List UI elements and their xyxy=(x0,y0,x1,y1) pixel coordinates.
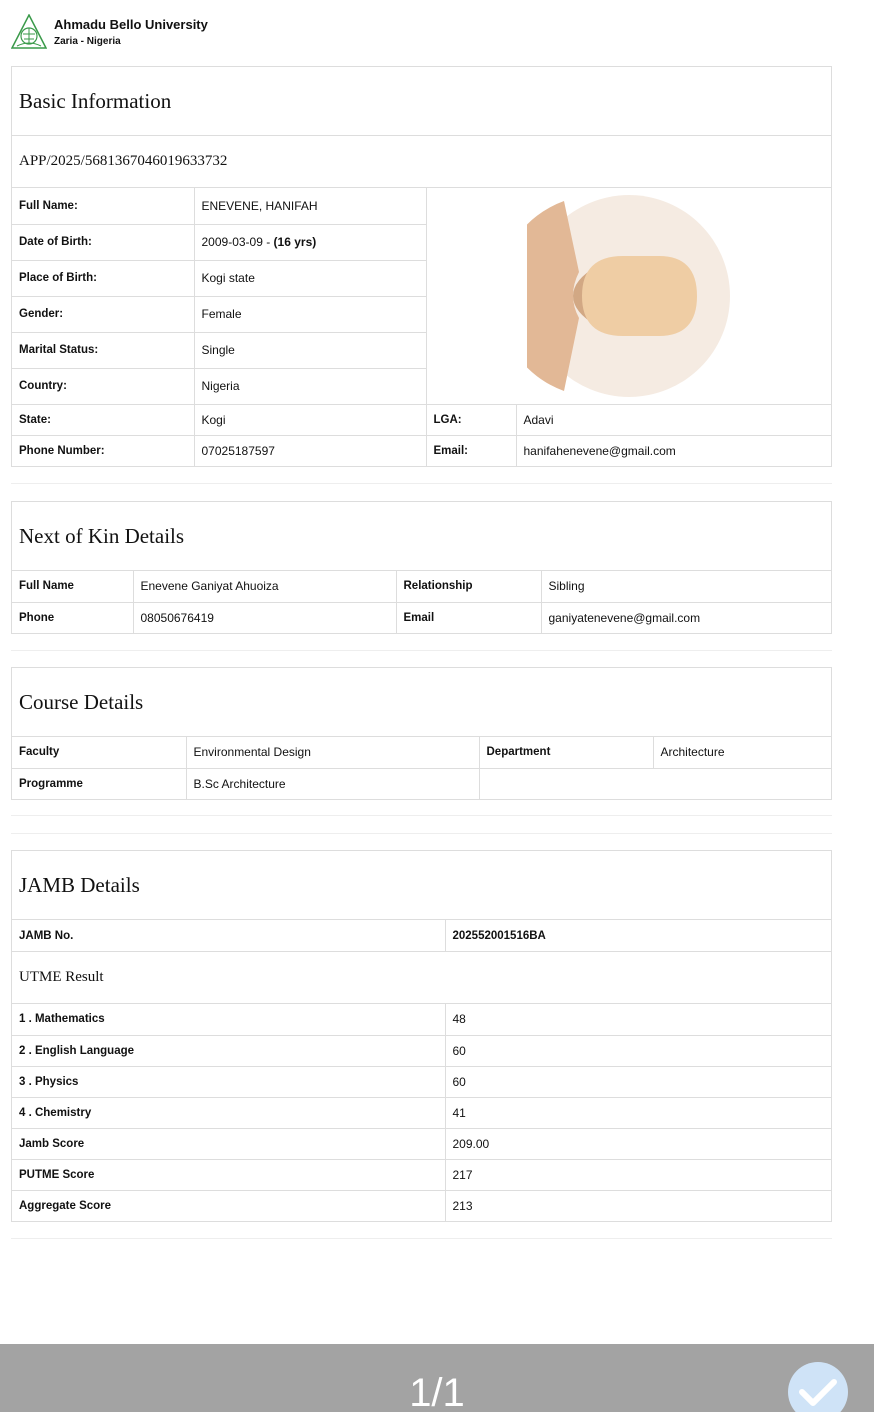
department-value: Architecture xyxy=(653,737,831,768)
table-row xyxy=(12,1190,831,1221)
department-label: Department xyxy=(479,737,653,768)
section-title: Next of Kin Details xyxy=(12,502,831,571)
section-title: JAMB Details xyxy=(12,851,831,920)
subject-score: 41 xyxy=(445,1097,831,1128)
confirm-button[interactable] xyxy=(788,1362,848,1412)
subject-score: 60 xyxy=(445,1066,831,1097)
kin-name-value: Enevene Ganiyat Ahuoiza xyxy=(133,571,396,602)
jamb-score-value: 209.00 xyxy=(445,1128,831,1159)
divider xyxy=(11,483,832,484)
avatar-placeholder-icon xyxy=(527,194,731,398)
kin-phone-value: 08050676419 xyxy=(133,602,396,633)
jamb-score-label: Jamb Score xyxy=(12,1128,445,1159)
lga-label: LGA: xyxy=(426,404,516,435)
country-value: Nigeria xyxy=(194,368,426,404)
next-of-kin-section xyxy=(11,501,832,634)
marital-status-value: Single xyxy=(194,332,426,368)
university-crest-icon xyxy=(11,14,47,50)
passport-photo xyxy=(426,188,831,404)
page-header xyxy=(11,12,208,52)
lga-value: Adavi xyxy=(516,404,831,435)
phone-label: Phone Number: xyxy=(12,435,194,466)
kin-relationship-label: Relationship xyxy=(396,571,541,602)
email-value: hanifahenevene@gmail.com xyxy=(516,435,831,466)
dob-value: 2009-03-09 - (16 yrs) xyxy=(194,224,426,260)
basic-information-section xyxy=(11,66,832,467)
basic-info-table xyxy=(12,188,831,466)
age-value: (16 yrs) xyxy=(273,235,317,249)
kin-phone-label: Phone xyxy=(12,602,133,633)
divider xyxy=(11,815,832,816)
utme-result-title: UTME Result xyxy=(12,951,831,1004)
subject-name: 1 . Mathematics xyxy=(12,1004,445,1035)
email-label: Email: xyxy=(426,435,516,466)
gender-label: Gender: xyxy=(12,296,194,332)
table-row xyxy=(12,1004,831,1035)
utme-result-table xyxy=(12,1004,831,1221)
pob-label: Place of Birth: xyxy=(12,260,194,296)
subject-name: 4 . Chemistry xyxy=(12,1097,445,1128)
programme-label: Programme xyxy=(12,768,186,799)
jamb-number-label: JAMB No. xyxy=(12,920,445,951)
phone-value: 07025187597 xyxy=(194,435,426,466)
subject-name: 2 . English Language xyxy=(12,1035,445,1066)
faculty-label: Faculty xyxy=(12,737,186,768)
university-location: Zaria - Nigeria xyxy=(54,35,121,47)
checkmark-icon xyxy=(788,1362,848,1412)
university-name: Ahmadu Bello University xyxy=(54,16,208,32)
table-row xyxy=(12,1159,831,1190)
marital-status-label: Marital Status: xyxy=(12,332,194,368)
jamb-number-table xyxy=(12,920,831,951)
state-label: State: xyxy=(12,404,194,435)
gender-value: Female xyxy=(194,296,426,332)
section-title: Basic Information xyxy=(12,67,831,136)
course-details-section xyxy=(11,667,832,800)
kin-email-value: ganiyatenevene@gmail.com xyxy=(541,602,831,633)
page-indicator: 1/1 xyxy=(409,1371,465,1412)
faculty-value: Environmental Design xyxy=(186,737,479,768)
programme-value: B.Sc Architecture xyxy=(186,768,479,799)
divider xyxy=(11,1238,832,1239)
next-of-kin-table xyxy=(12,571,831,633)
kin-relationship-value: Sibling xyxy=(541,571,831,602)
application-number: APP/2025/5681367046019633732 xyxy=(12,136,831,188)
jamb-details-section xyxy=(11,850,832,1222)
full-name-value: ENEVENE, HANIFAH xyxy=(194,188,426,224)
state-value: Kogi xyxy=(194,404,426,435)
subject-name: 3 . Physics xyxy=(12,1066,445,1097)
dob-label: Date of Birth: xyxy=(12,224,194,260)
divider xyxy=(11,833,832,834)
jamb-number-value: 202552001516BA xyxy=(445,920,831,951)
section-title: Course Details xyxy=(12,668,831,737)
country-label: Country: xyxy=(12,368,194,404)
pob-value: Kogi state xyxy=(194,260,426,296)
table-row xyxy=(12,1066,831,1097)
full-name-label: Full Name: xyxy=(12,188,194,224)
table-row xyxy=(12,1128,831,1159)
kin-email-label: Email xyxy=(396,602,541,633)
aggregate-score-value: 213 xyxy=(445,1190,831,1221)
subject-score: 48 xyxy=(445,1004,831,1035)
divider xyxy=(11,650,832,651)
aggregate-score-label: Aggregate Score xyxy=(12,1190,445,1221)
empty-cell xyxy=(479,768,831,799)
viewer-footer xyxy=(0,1344,874,1412)
subject-score: 60 xyxy=(445,1035,831,1066)
table-row xyxy=(12,1035,831,1066)
table-row xyxy=(12,1097,831,1128)
course-details-table xyxy=(12,737,831,799)
putme-score-label: PUTME Score xyxy=(12,1159,445,1190)
kin-name-label: Full Name xyxy=(12,571,133,602)
putme-score-value: 217 xyxy=(445,1159,831,1190)
